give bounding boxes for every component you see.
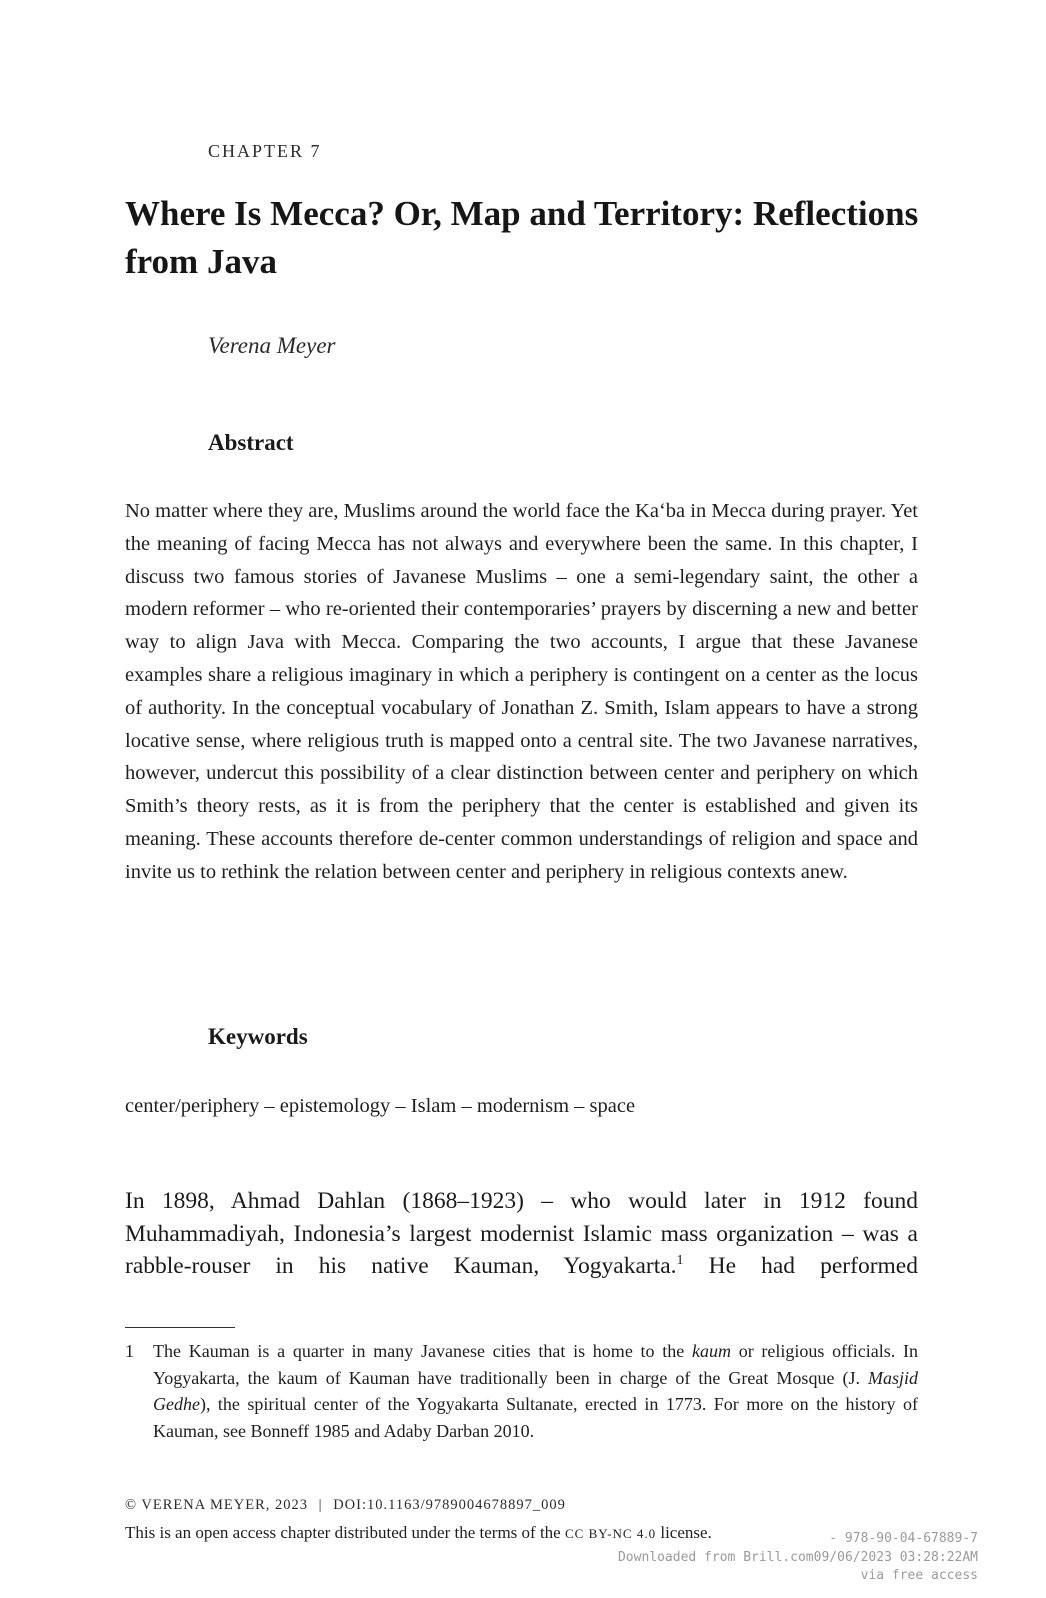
author-name: Verena Meyer — [208, 333, 336, 358]
footnote — [125, 1338, 918, 1444]
body-paragraph-end: He had performed — [683, 1253, 918, 1279]
watermark-downloaded: Downloaded from Brill.com09/06/2023 03:28:22AM — [617, 1549, 978, 1565]
abstract-text: No matter where they are, Muslims around the world face the Ka‘ba in Mecca during prayer. Yet the meaning of facing Mecca has not always and everywhere been the same. In this chapter, I discuss two famous stories of Javanese Muslims – one a semi-legendary saint, the other a modern reformer – who re-oriented their contemporaries’ prayers by discerning a new and better way to align Java with Mecca. Comparing the two accounts, I argue that these Javanese examples share a religious imaginary in which a periphery is contingent on a center as the locus of authority. In the conceptual vocabulary of Jonathan Z. Smith, Islam appears to have a strong locative sense, where religious truth is mapped onto a central site. The two Javanese narratives, however, undercut this possibility of a clear distinction between center and periphery on which Smith’s theory rests, as it is from the periphery that the center is established and given its meaning. These accounts therefore de-center common understandings of religion and space and invite us to rethink the relation between center and periphery in religious contexts anew. — [125, 500, 918, 883]
footnote-italic-masjid: Masjid Gedhe — [153, 1367, 918, 1414]
copyright-holder: VERENA MEYER, 2023 — [141, 1497, 309, 1513]
license-prefix: This is an open access chapter distributed under the terms of the — [125, 1523, 565, 1542]
license-suffix: license. — [656, 1523, 712, 1542]
body-paragraph-text: In 1898, Ahmad Dahlan (1868–1923) – who would later in 1912 found Muhammadiyah, Indonesia’s largest modernist Islamic mass organization – was a rabble-rouser in his native Kauman, Yogyakarta. — [125, 1188, 918, 1279]
footnote-text-part-1: The Kauman is a quarter in many Javanese cities that is home to the — [153, 1341, 692, 1361]
copyright-line — [125, 1497, 566, 1514]
footnote-divider — [125, 1327, 235, 1328]
body-paragraph — [125, 1185, 918, 1283]
footnote-text — [153, 1338, 918, 1444]
footnote-text-part-2: or religious officials. In Yogyakarta, the kaum of Kauman have traditionally been in charge of the Great Mosque (J. — [153, 1341, 918, 1388]
copyright-symbol: © — [125, 1497, 138, 1513]
footnote-italic-kaum: kaum — [691, 1341, 731, 1361]
copyright-separator: | — [318, 1497, 323, 1513]
license-name[interactable]: CC BY-NC 4.0 — [564, 1526, 657, 1541]
watermark-access: via free access — [860, 1568, 978, 1583]
chapter-label: CHAPTER 7 — [208, 141, 322, 161]
footnote-text-part-3: ), the spiritual center of the Yogyakarta Sultanate, erected in 1773. For more on the history of Kauman, see Bonneff 1985 and Adaby Darban 2010. — [153, 1394, 918, 1441]
watermark-isbn: - 978-90-04-67889-7 — [829, 1531, 978, 1546]
chapter-title: Where Is Mecca? Or, Map and Territory: Reflections from Java — [125, 194, 919, 281]
abstract-heading: Abstract — [208, 430, 294, 455]
footnote-number: 1 — [125, 1341, 134, 1361]
download-watermark — [618, 1530, 978, 1586]
footnote-reference[interactable]: 1 — [676, 1253, 684, 1269]
doi-link[interactable]: DOI:10.1163/9789004678897_009 — [333, 1497, 566, 1513]
keywords-heading: Keywords — [208, 1024, 308, 1049]
keywords-list: center/periphery – epistemology – Islam – modernism – space — [125, 1095, 636, 1117]
